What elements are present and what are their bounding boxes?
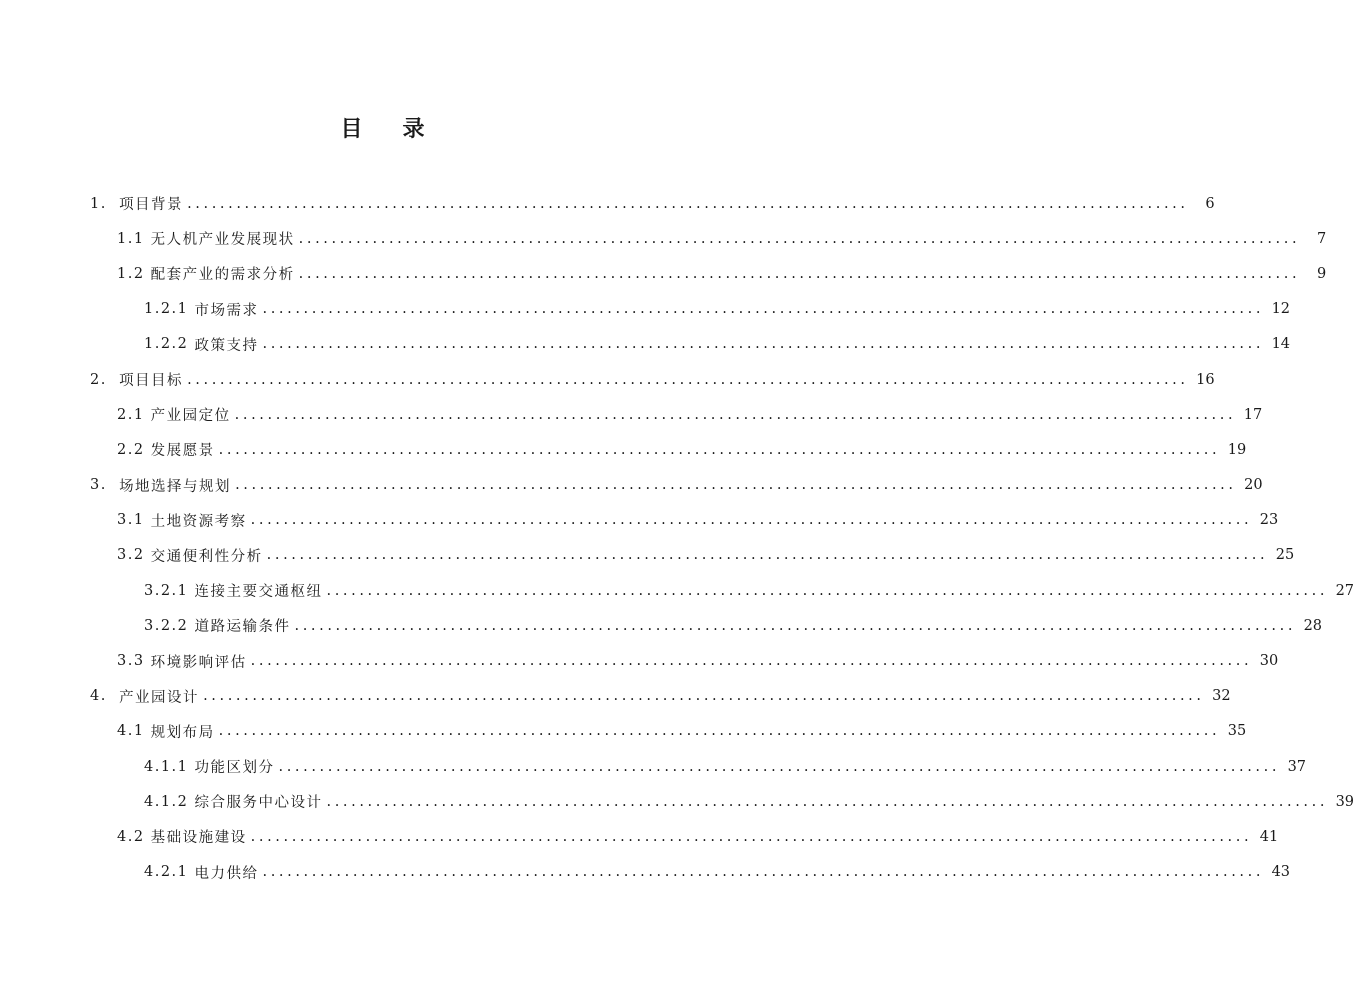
toc-entry-number: 1.2 (117, 265, 151, 282)
toc-entry[interactable] (117, 221, 1327, 256)
dot-leader: .......................................................................................................................... (294, 617, 1297, 634)
dot-leader: .......................................................................................................................... (262, 301, 1265, 318)
toc-entry-number: 2.2 (117, 441, 151, 458)
toc-entry-page: 35 (1227, 723, 1247, 740)
toc-entry-page: 7 (1316, 230, 1327, 247)
toc-entry-label: 连接主要交通枢纽 (194, 584, 323, 601)
toc-entry-page: 27 (1335, 582, 1354, 599)
toc-entry[interactable] (117, 397, 1263, 432)
dot-leader: .......................................................................................................................... (218, 441, 1221, 458)
toc-entry-page: 16 (1196, 371, 1215, 388)
dot-leader: .......................................................................................................................... (250, 828, 1253, 845)
toc-entry[interactable] (117, 538, 1295, 573)
toc-entry-page: 20 (1244, 477, 1263, 494)
toc-entry-label: 综合服务中心设计 (194, 795, 323, 812)
toc-entry-page: 19 (1227, 441, 1247, 458)
toc-entry-number: 1.1 (117, 230, 151, 247)
page-title (0, 112, 765, 143)
toc-entry-label: 项目背景 (119, 197, 184, 214)
dot-leader: .......................................................................................................................... (298, 265, 1301, 282)
toc-entry-page: 25 (1275, 547, 1295, 564)
toc-entry-label: 交通便利性分析 (150, 548, 263, 565)
toc-entry-label: 配套产业的需求分析 (150, 267, 295, 284)
dot-leader: .......................................................................................................................... (250, 512, 1253, 529)
toc-entry-number: 3.1 (117, 512, 151, 529)
dot-leader: .......................................................................................................................... (278, 758, 1281, 775)
dot-leader: .......................................................................................................................... (235, 477, 1237, 494)
dot-leader: .......................................................................................................................... (234, 406, 1237, 423)
dot-leader: .......................................................................................................................... (203, 688, 1205, 705)
toc-entry-number: 2. (90, 371, 120, 388)
toc-entry-number: 2.1 (117, 406, 151, 423)
toc-entry-number: 3.2.2 (144, 617, 195, 634)
toc-entry-label: 规划布局 (150, 724, 215, 741)
toc-entry-number: 1. (90, 195, 120, 212)
toc-entry-label: 道路运输条件 (194, 619, 291, 636)
toc-entry-page: 37 (1287, 758, 1307, 775)
toc-entry-page: 23 (1259, 512, 1279, 529)
toc-entry-page: 17 (1243, 406, 1263, 423)
toc-entry-label: 土地资源考察 (150, 513, 247, 530)
toc-entry[interactable] (144, 292, 1291, 327)
dot-leader: .......................................................................................................................... (187, 195, 1189, 212)
toc-entry-page: 41 (1259, 828, 1279, 845)
toc-entry[interactable] (117, 432, 1247, 467)
dot-leader: .......................................................................................................................... (262, 336, 1265, 353)
toc-entry-label: 无人机产业发展现状 (150, 232, 295, 249)
toc-entry[interactable] (117, 714, 1247, 749)
toc-entry-page: 28 (1303, 617, 1323, 634)
toc-entry-label: 产业园设计 (119, 689, 200, 706)
toc-entry-page: 9 (1316, 265, 1327, 282)
toc-entry[interactable] (144, 784, 1354, 819)
toc-entry-number: 4.1 (117, 723, 151, 740)
toc-entry-label: 政策支持 (194, 337, 259, 354)
toc-entry-number: 3.3 (117, 653, 151, 670)
toc-entry[interactable] (117, 503, 1279, 538)
dot-leader: .......................................................................................................................... (326, 582, 1329, 599)
toc-entry[interactable] (144, 608, 1323, 643)
dot-leader: .......................................................................................................................... (266, 547, 1269, 564)
dot-leader: .......................................................................................................................... (187, 371, 1189, 388)
toc-entry-label: 环境影响评估 (150, 654, 247, 671)
toc-entry-number: 1.2.1 (144, 301, 195, 318)
dot-leader: .......................................................................................................................... (250, 653, 1253, 670)
toc-entry-label: 功能区划分 (194, 760, 275, 777)
toc-entry-label: 电力供给 (194, 865, 259, 882)
toc-entry-number: 1.2.2 (144, 336, 195, 353)
toc-entry-number: 4.2 (117, 828, 151, 845)
toc-entry-page: 32 (1212, 688, 1231, 705)
toc-entry[interactable] (117, 256, 1327, 291)
dot-leader: .......................................................................................................................... (262, 864, 1265, 881)
toc-entry-number: 3.2.1 (144, 582, 195, 599)
toc-entry[interactable] (90, 186, 1215, 221)
dot-leader: .......................................................................................................................... (298, 230, 1301, 247)
toc-entry-page: 14 (1271, 336, 1291, 353)
toc-entry[interactable] (90, 468, 1263, 503)
table-of-contents (0, 186, 1354, 890)
toc-entry-number: 4.1.1 (144, 758, 195, 775)
toc-entry-page: 12 (1271, 301, 1291, 318)
dot-leader: .......................................................................................................................... (326, 793, 1329, 810)
toc-entry[interactable] (117, 819, 1279, 854)
toc-entry[interactable] (90, 679, 1231, 714)
toc-entry-number: 3.2 (117, 547, 151, 564)
toc-entry-number: 4.1.2 (144, 793, 195, 810)
toc-entry-label: 场地选择与规划 (119, 478, 232, 495)
toc-entry[interactable] (90, 362, 1215, 397)
toc-entry-number: 4.2.1 (144, 864, 195, 881)
toc-entry-page: 43 (1271, 864, 1291, 881)
toc-entry-page: 39 (1335, 793, 1354, 810)
toc-entry-number: 4. (90, 688, 120, 705)
toc-entry-label: 产业园定位 (150, 408, 231, 425)
title-char-2: 录 (402, 117, 425, 142)
toc-entry-page: 30 (1259, 653, 1279, 670)
toc-entry-label: 市场需求 (194, 302, 259, 319)
toc-entry-label: 发展愿景 (150, 443, 215, 460)
toc-entry[interactable] (144, 749, 1307, 784)
title-char-1: 目 (340, 117, 363, 142)
dot-leader: .......................................................................................................................... (218, 723, 1221, 740)
toc-entry[interactable] (144, 855, 1291, 890)
toc-entry[interactable] (144, 327, 1291, 362)
toc-entry[interactable] (117, 643, 1279, 678)
toc-entry[interactable] (144, 573, 1354, 608)
toc-entry-label: 基础设施建设 (150, 830, 247, 847)
toc-entry-label: 项目目标 (119, 373, 184, 390)
toc-entry-number: 3. (90, 477, 120, 494)
toc-entry-page: 6 (1205, 195, 1215, 212)
